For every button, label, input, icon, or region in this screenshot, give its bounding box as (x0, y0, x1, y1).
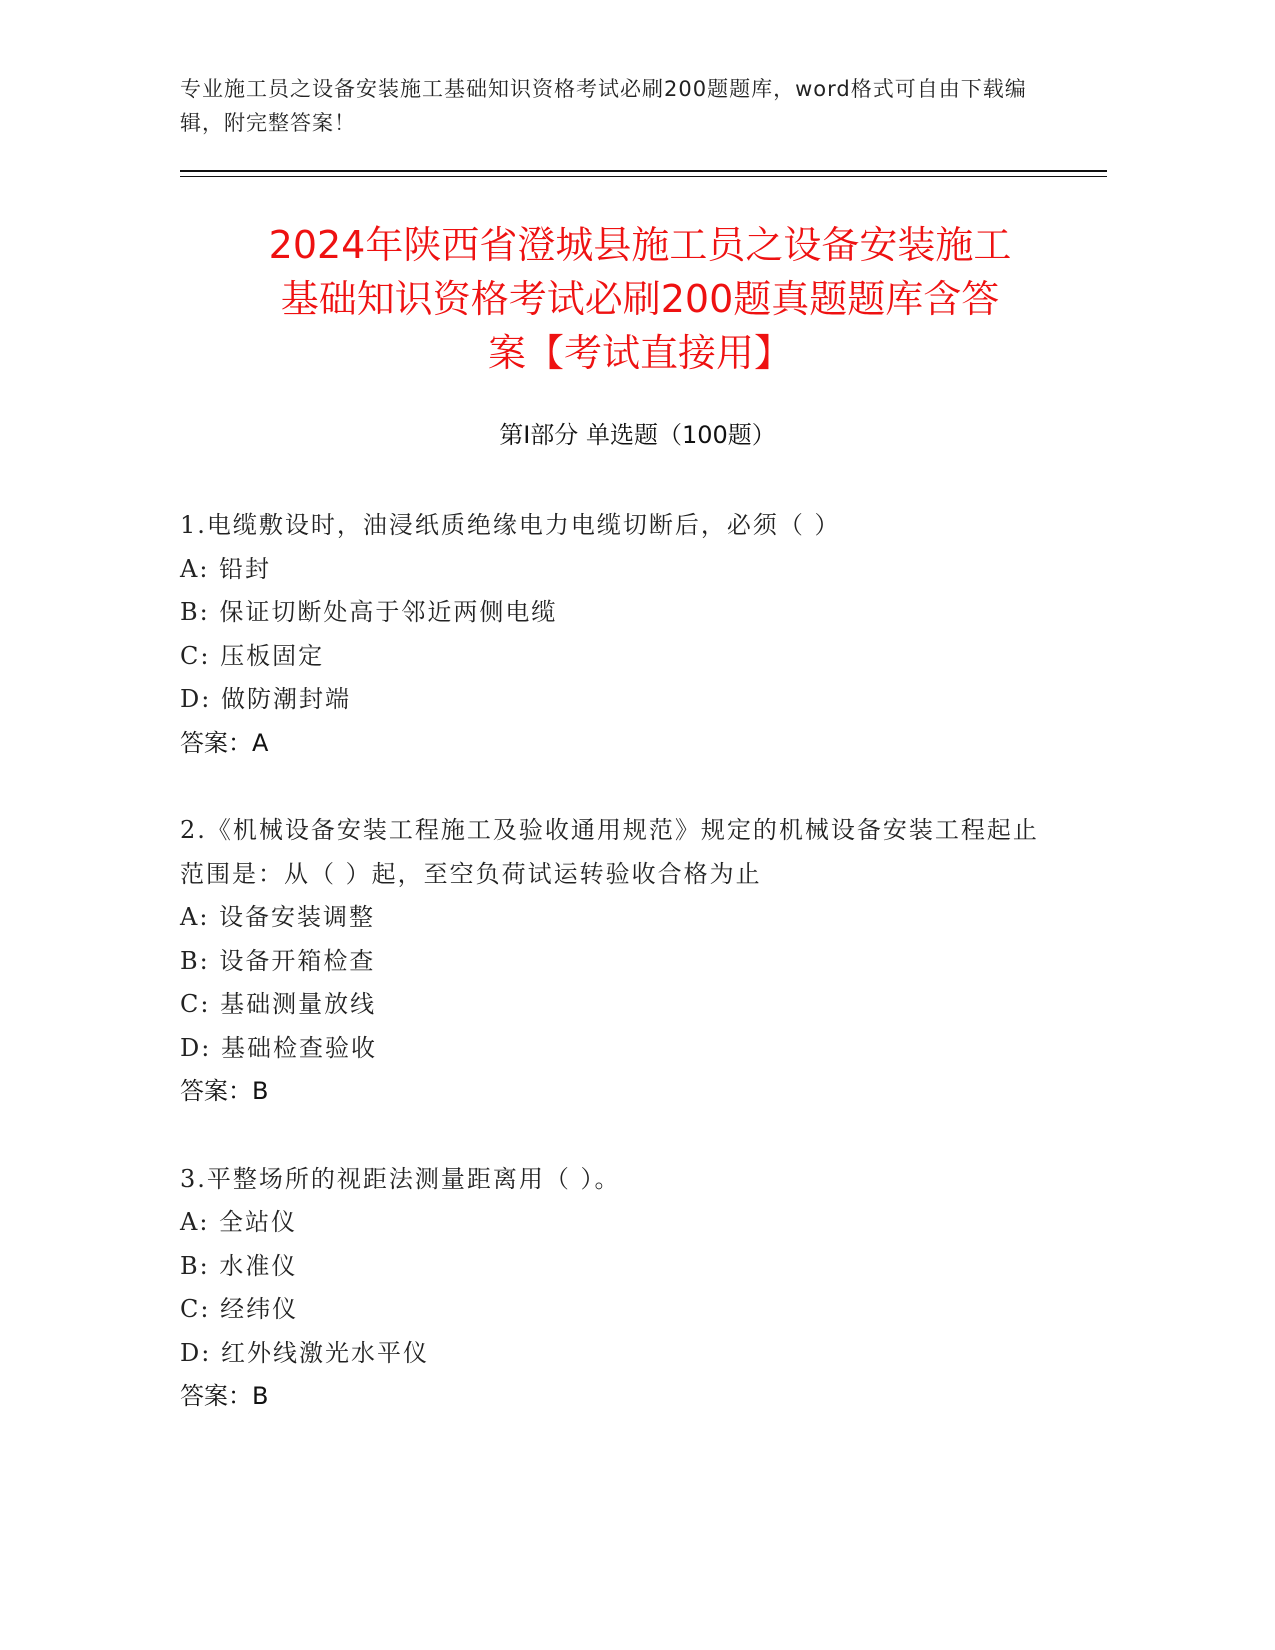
header-rule-thick (180, 170, 1107, 172)
question-list (180, 504, 1060, 1419)
question-spacer (180, 1114, 1060, 1158)
option-d: D: 做防潮封端 (180, 685, 351, 713)
option-c: C: 基础测量放线 (180, 990, 377, 1018)
option-c: C: 经纬仪 (180, 1295, 299, 1323)
question-stem: 1.电缆敷设时，油浸纸质绝缘电力电缆切断后，必须（ ） (180, 511, 841, 539)
option-a: A: 铅封 (180, 554, 272, 583)
question-stem: 3.平整场所的视距法测量距离用（ ）。 (180, 1164, 621, 1193)
question-spacer (180, 765, 1060, 809)
title-line: 基础知识资格考试必刷200题真题题库含答 (280, 277, 1000, 321)
option-b: B: 水准仪 (180, 1251, 298, 1280)
answer: 答案：B (180, 1382, 269, 1410)
title-line: 案【考试直接用】 (487, 331, 792, 375)
answer: 答案：B (180, 1077, 269, 1105)
option-d: D: 红外线激光水平仪 (180, 1338, 429, 1367)
title-line: 2024年陕西省澄城县施工员之设备安装施工 (268, 223, 1012, 267)
answer: 答案：A (180, 728, 269, 757)
option-b: B: 保证切断处高于邻近两侧电缆 (180, 598, 558, 626)
header-rule-thin (180, 176, 1107, 177)
option-a: A: 全站仪 (180, 1208, 298, 1236)
option-d: D: 基础检查验收 (180, 1033, 377, 1062)
option-b: B: 设备开箱检查 (180, 946, 376, 975)
header-note: 专业施工员之设备安装施工基础知识资格考试必刷200题题库，word格式可自由下载编辑，附完整答案！ (180, 77, 1027, 135)
question-1 (180, 504, 1060, 765)
section-heading: 第Ⅰ部分 单选题（100题） (499, 421, 776, 449)
document-title (160, 218, 1120, 380)
question-3 (180, 1158, 1060, 1419)
question-stem: 2.《机械设备安装工程施工及验收通用规范》规定的机械设备安装工程起止范围是：从（ ）起，至空负荷试运转验收合格为止 (180, 816, 1039, 888)
option-a: A: 设备安装调整 (180, 903, 376, 931)
question-2 (180, 809, 1060, 1114)
option-c: C: 压板固定 (180, 641, 325, 670)
